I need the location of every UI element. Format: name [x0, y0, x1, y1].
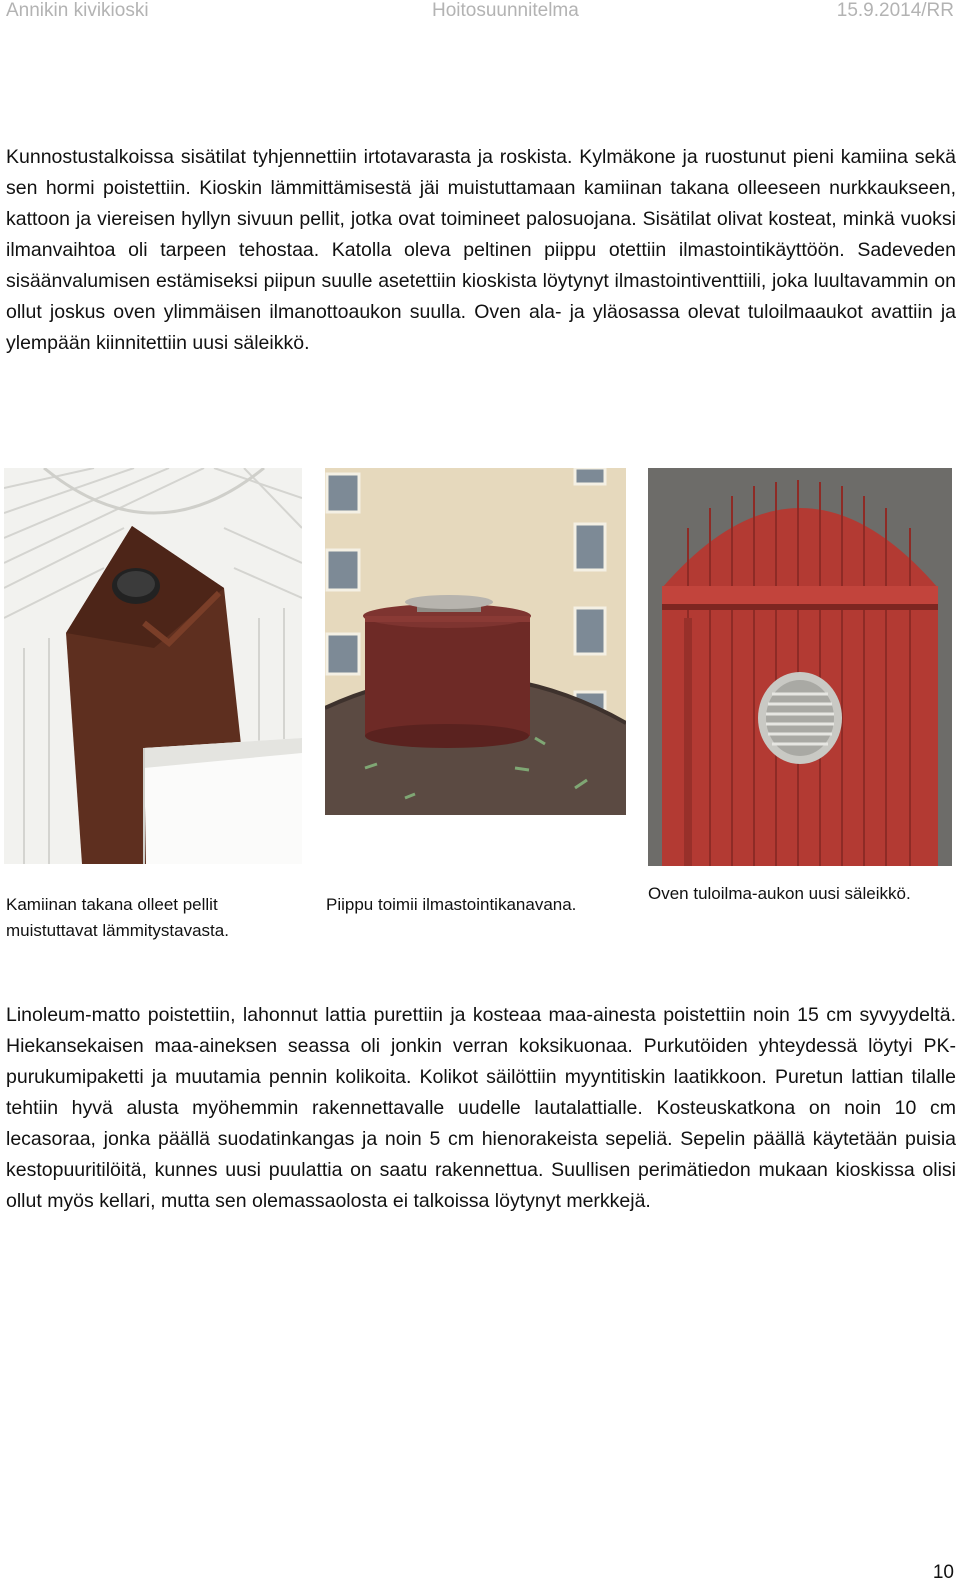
body-paragraph-2: Linoleum-matto poistettiin, lahonnut lattia purettiin ja kosteaa maa-ainesta poistettiin noin 15 cm syvyydeltä. Hiekansekaisen maa-aineksen seassa oli jonkin verran koksikuonaa. Purkutöiden yhteydessä löytyi PK-purukumipaketti ja muutamia pennin kolikoita. Kolikot säilöttiin myyntitiskin laatikkoon. Puretun lattian tilalle tehtiin hyvä alusta myöhemmin rakennettavalle uudelle lautalattialle. Kosteuskatkona on noin 10 cm lecasoraa, jonka päällä suodatinkangas ja noin 5 cm hienorakeista sepeliä. Sepelin päällä käytetään puisia kestopuuritilöitä, kunnes uusi puulattia on saatu rakennettua. Suullisen perimätiedon mukaan kioskissa olisi ollut myös kellari, mutta sen olemassaolosta ei talkoissa löytynyt merkkejä. — [6, 1004, 956, 1212]
caption-photo-1: Kamiinan takana olleet pellit muistuttavat lämmitystavasta. — [6, 895, 229, 940]
body-paragraph-1: Kunnostustalkoissa sisätilat tyhjennettiin irtotavarasta ja roskista. Kylmäkone ja ruostunut pieni kamiina sekä sen hormi poistettiin. Kioskin lämmittämisestä jäi muistuttamaan kamiinan takana olleeseen nurkkaukseen, kattoon ja viereisen hyllyn sivuun pellit, jotka ovat toimineet palosuojana. Sisätilat olivat kosteat, minkä vuoksi ilmanvaihtoa oli tarpeen tehostaa. Katolla oleva peltinen piippu otettiin ilmastointikäyttöön. Sadeveden sisäänvalumisen estämiseksi piipun suulle asetettiin kioskista löytynyt ilmastointiventtiili, joka luultavammin on ollut joskus oven ylimmäisen ilmanottoaukon suulla. Oven ala- ja yläosassa olevat tuloilmaaukot avattiin ja ylempään kiinnitettiin uusi säleikkö. — [6, 146, 956, 354]
photo-stove-corner-plates — [4, 468, 302, 864]
page-header — [0, 0, 960, 26]
caption-photo-3: Oven tuloilma-aukon uusi säleikkö. — [648, 884, 911, 903]
header-document-name: Annikin kivikioski — [6, 0, 149, 21]
header-title: Hoitosuunnitelma — [432, 0, 579, 21]
photo-door-vent-grille — [648, 468, 952, 866]
page-number: 10 — [932, 1562, 954, 1583]
photo-chimney-ventilation — [325, 468, 626, 815]
caption-photo-2: Piippu toimii ilmastointikanavana. — [326, 895, 577, 914]
header-date: 15.9.2014/RR — [836, 0, 954, 21]
